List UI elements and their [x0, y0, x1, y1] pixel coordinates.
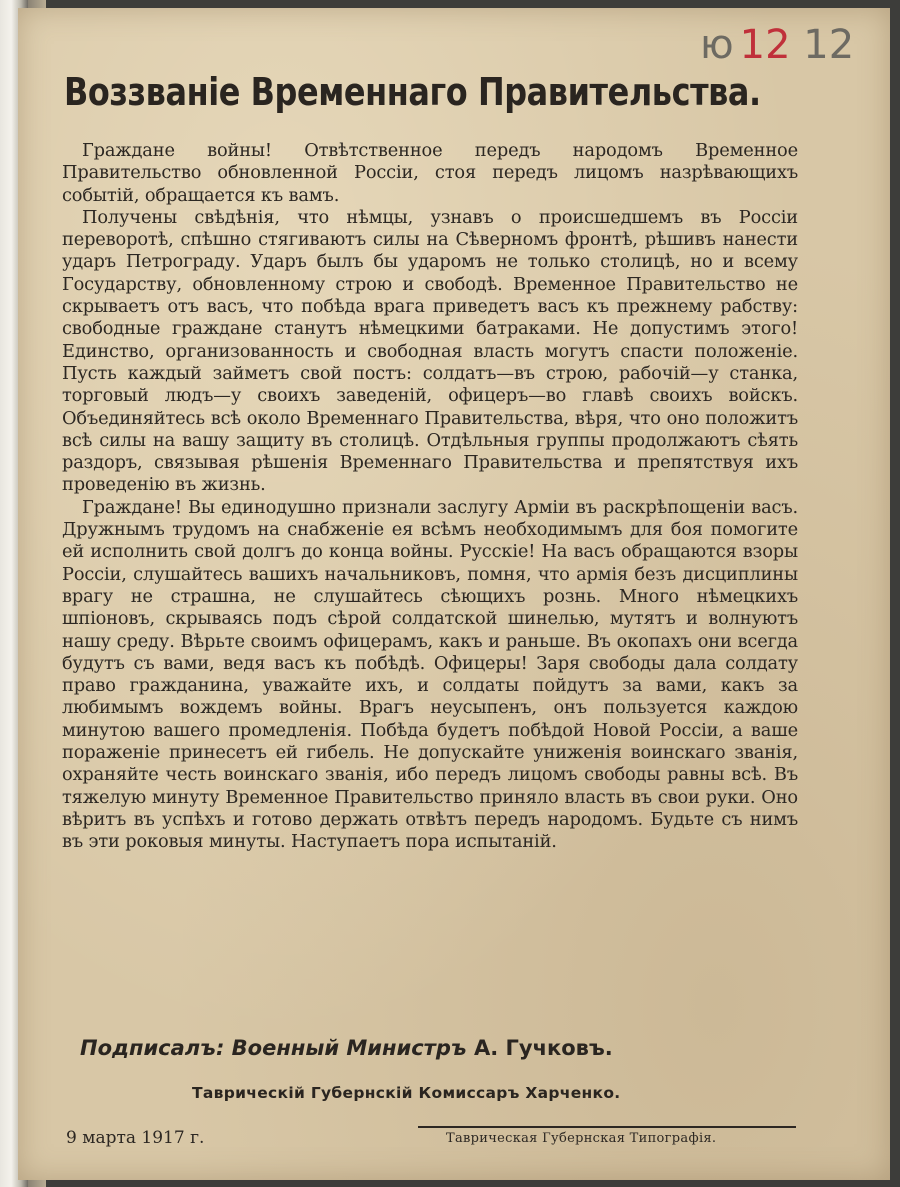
- printer-imprint: Таврическая Губернская Типографія.: [446, 1131, 717, 1146]
- document-title: Воззваніе Временнаго Правительства.: [64, 70, 761, 114]
- document-body: [62, 140, 798, 854]
- signature-name: А. Гучковъ.: [473, 1036, 613, 1060]
- archive-marks: [700, 22, 860, 68]
- printer-rule: [418, 1126, 796, 1128]
- signature-line: [80, 1036, 613, 1060]
- paragraph-2: Получены свѣдѣнія, что нѣмцы, узнавъ о происшедшемъ въ Россіи переворотѣ, спѣшно стягиваютъ силы на Сѣверномъ фронтѣ, рѣшивъ нанести ударъ Петрограду. Ударъ былъ бы ударомъ не только столицѣ, но и всему Государству, обновленному строю и свободѣ. Временное Правительство не скрываетъ отъ васъ, что побѣда врага приведетъ васъ къ прежнему рабству: свободные граждане станутъ нѣмецкими батраками. Не допустимъ этого! Единство, организованность и свободная власть могутъ спасти положеніе. Пусть каждый займетъ свой постъ: солдатъ—въ строю, рабочій—у станка, торговый людъ—у своихъ заведеній, офицеръ—во главѣ своихъ войскъ. Объединяйтесь всѣ около Временнаго Правительства, вѣря, что оно положитъ всѣ силы на вашу защиту въ столицѣ. Отдѣльныя группы продолжаютъ сѣять раздоръ, связывая рѣшенія Временнаго Правительства и препятствуя ихъ проведенію въ жизнь.: [62, 206, 798, 496]
- signature-prefix: Подписалъ: Военный Министръ: [80, 1036, 467, 1060]
- archive-mark-red: 12: [739, 22, 791, 68]
- document-date: 9 марта 1917 г.: [66, 1128, 205, 1148]
- archive-mark-gray-2: 12: [803, 22, 855, 68]
- archive-mark-gray: ю: [700, 22, 734, 68]
- paragraph-1: Граждане войны! Отвѣтственное передъ народомъ Временное Правительство обновленной Россіи, стоя передъ лицомъ назрѣвающихъ событій, обращается къ вамъ.: [62, 140, 798, 206]
- paragraph-3: Граждане! Вы единодушно признали заслугу Арміи въ раскрѣпощеніи васъ. Дружнымъ трудомъ на снабженіе ея всѣмъ необходимымъ для боя помогите ей исполнить свой долгъ до конца войны. Русскіе! На васъ обращаются взоры Россіи, слушайтесь вашихъ начальниковъ, помня, что армія безъ дисциплины врагу не страшна, не слушайтесь сѣющихъ рознь. Много нѣмецкихъ шпіоновъ, скрываясь подъ сѣрой солдатской шинелью, мутятъ и волнуютъ нашу среду. Вѣрьте своимъ офицерамъ, какъ и раньше. Въ окопахъ они всегда будутъ съ вами, ведя васъ къ побѣдѣ. Офицеры! Заря свободы дала солдату право гражданина, уважайте ихъ, и солдаты пойдутъ за вами, какъ за любимымъ вождемъ войны. Врагъ неусыпенъ, онъ пользуется каждою минутою вашего промедленія. Побѣда будетъ побѣдой Новой Россіи, а ваше пораженіе принесетъ ей гибель. Не допускайте униженія воинскаго званія, охраняйте честь воинскаго званія, ибо передъ лицомъ свободы равны всѣ. Въ тяжелую минуту Временное Правительство приняло власть въ свои руки. Оно вѣритъ въ успѣхъ и готово держать отвѣтъ передъ народомъ. Будьте съ нимъ въ эти роковыя минуты. Наступаетъ пора испытаній.: [62, 496, 798, 853]
- commissar-line: Таврическій Губернскій Комиссаръ Харченко.: [192, 1084, 621, 1102]
